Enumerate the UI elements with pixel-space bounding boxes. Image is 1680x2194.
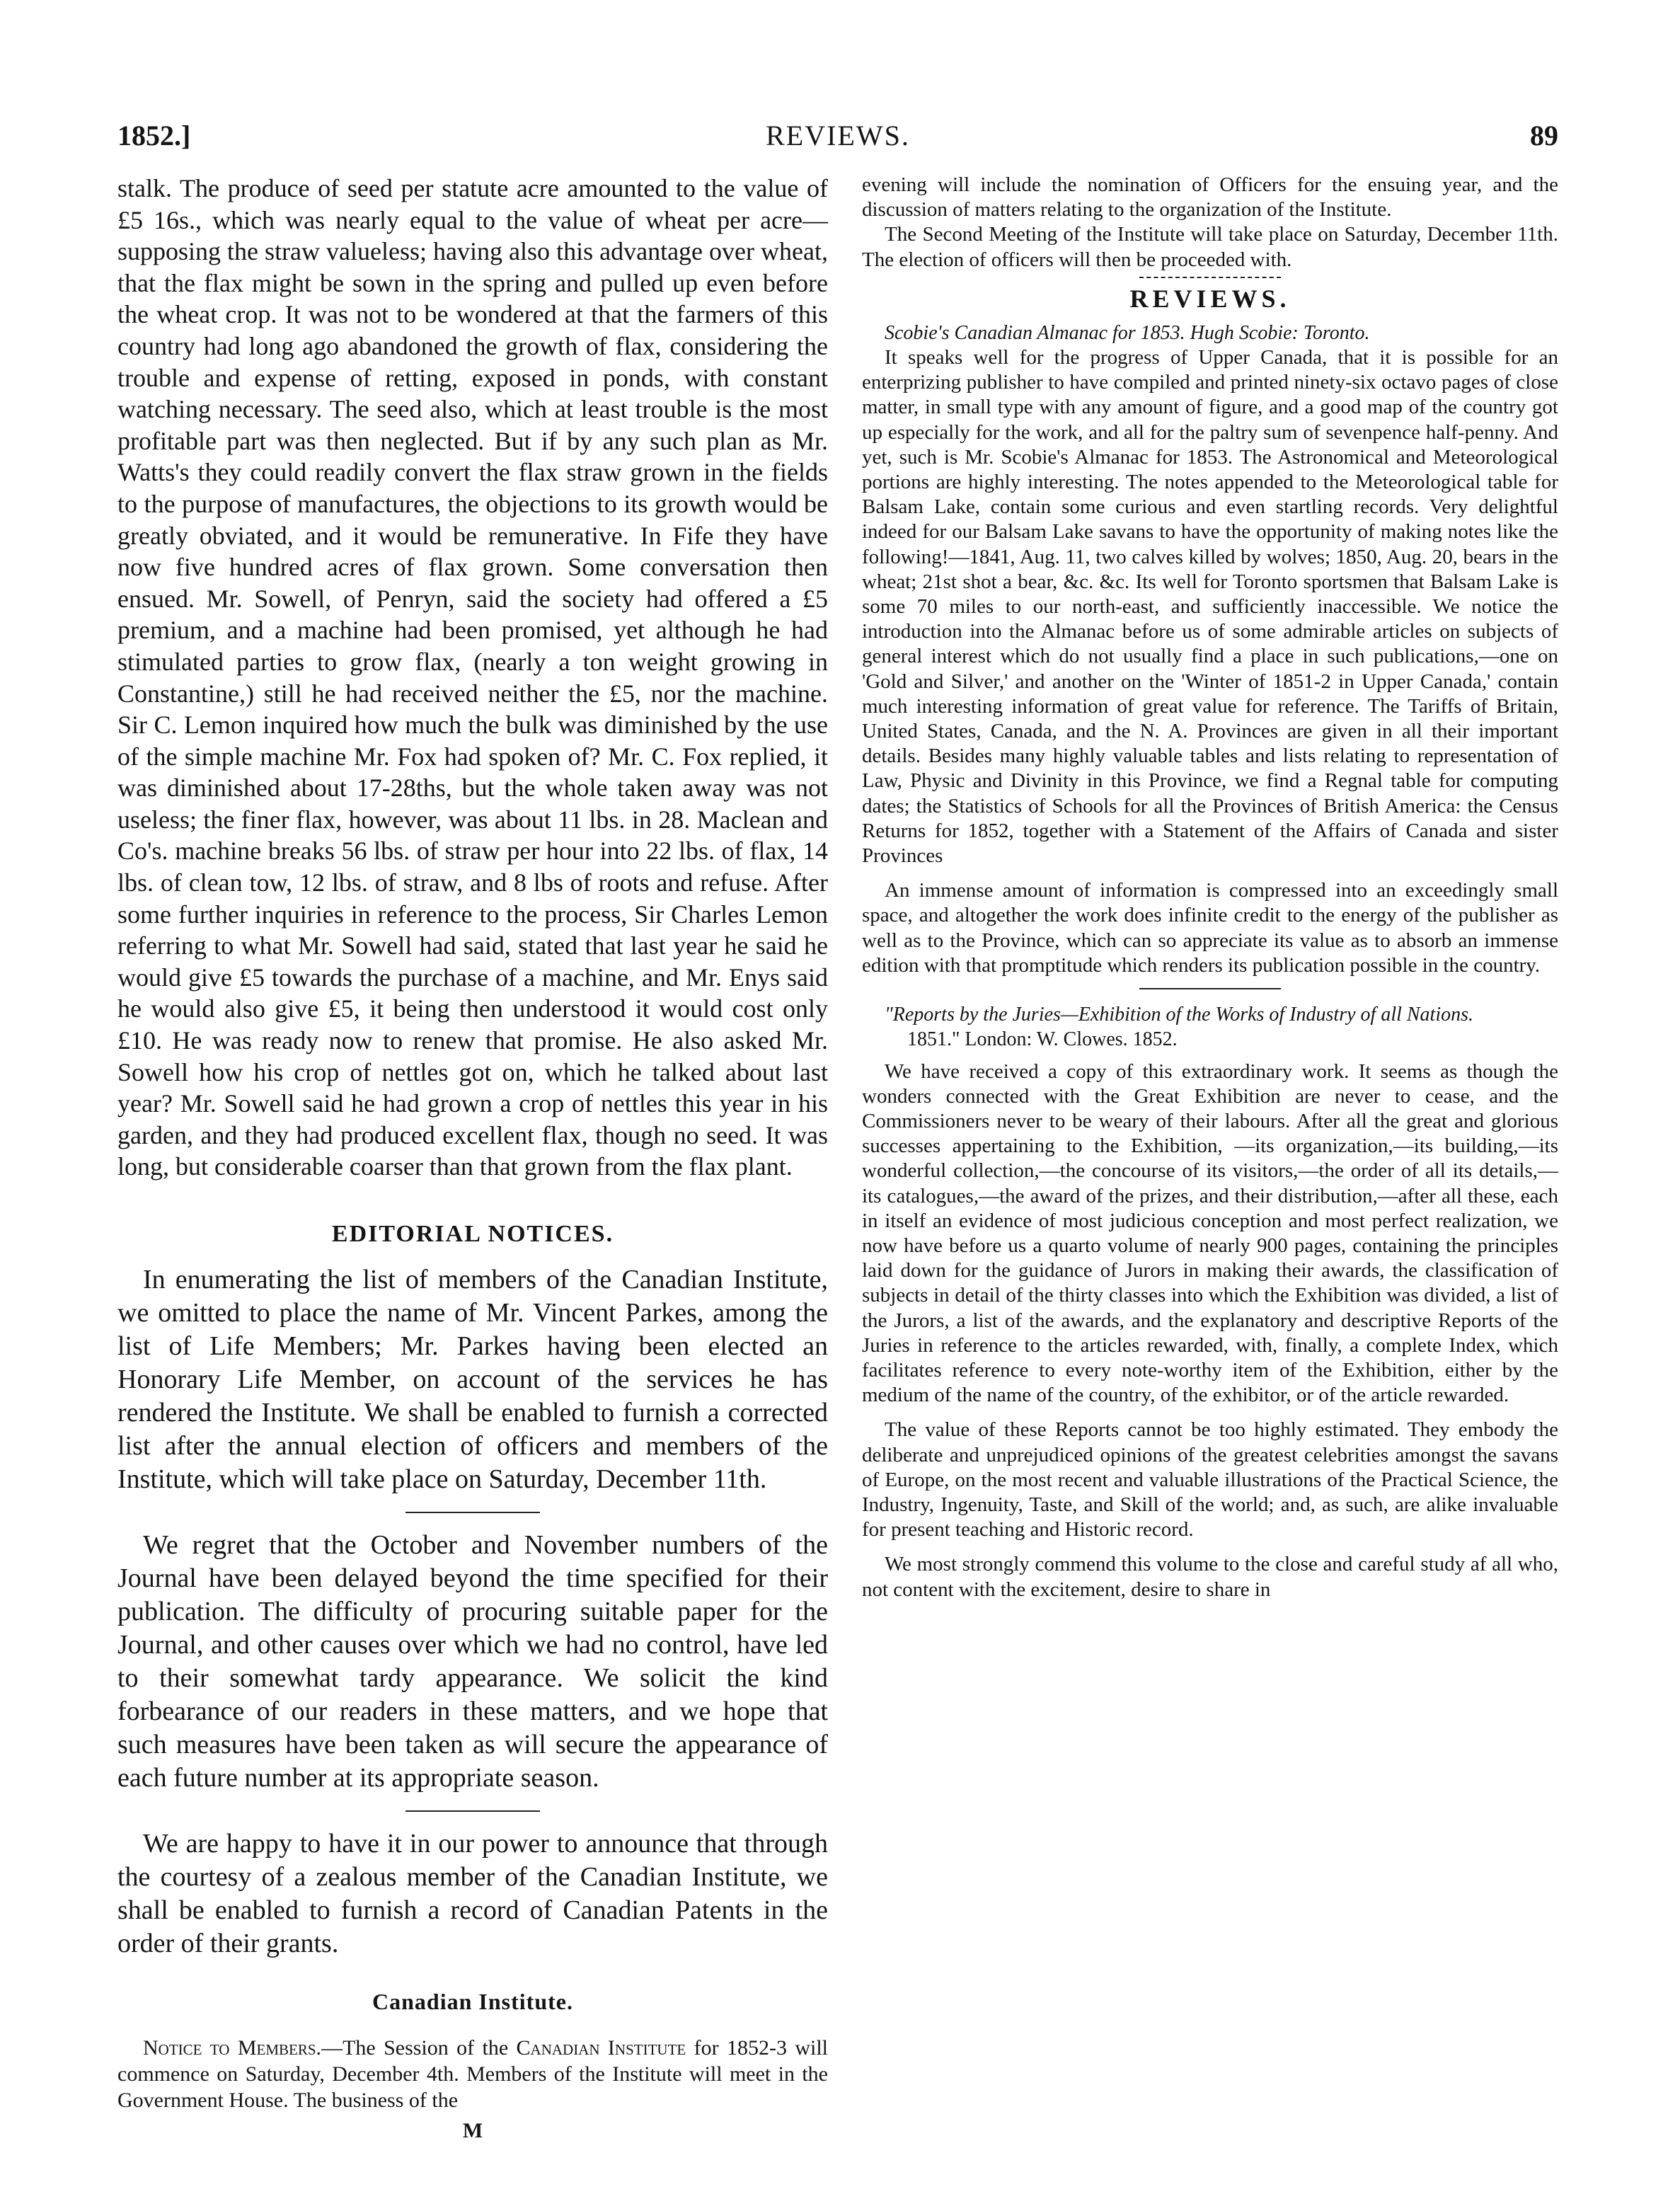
review-source-juries-b: 1851." London: W. Clowes. 1852. [907, 1028, 1178, 1051]
almanac-review-conclusion: An immense amount of information is compressed into an exceedingly small space, and altogether the work does infinite credit to the energy of the publisher as well as to the Province, which can so appreciate its value as to absorb an immense edition with that promptitude which renders its publication possible in the country. [862, 879, 1558, 977]
review-source-juries-a: "Reports by the Juries—Exhibition of the Works of Industry of all Nations. [885, 1004, 1474, 1026]
review-source-almanac: Scobie's Canadian Almanac for 1853. Hugh Scobie: Toronto. [885, 321, 1370, 344]
juries-review-paragraph: We have received a copy of this extraordinary work. It seems as though the wonders connected with the Great Exhibition are never to cease, and the Commissioners never to be weary of their labours. After all the great and glorious successes appertaining to the Exhibition, —its organization,—its building,—its wonderful collection,—the concourse of its visitors,—the order of all its details,—its catalogues,—the award of the prizes, and their distribution,—after all these, each in itself an evidence of most judicious conception and most perfect realization, we now have before us a quarto volume of nearly 900 pages, containing the principles laid down for the guidance of Jurors in making their awards, the classification of subjects in detail of the thirty classes into which the Exhibition was divided, a list of the Jurors, a list of the awards, and the explanatory and descriptive Reports of the Juries in reference to the articles rewarded, with, finally, a complete Index, which facilitates reference to every note-worthy item of the Exhibition, either by the medium of the name of the country, of the exhibitor, or of the article rewarded. [862, 1059, 1558, 1407]
second-meeting-paragraph: The Second Meeting of the Institute will take place on Saturday, December 11th. The election of officers will then be proceeded with. [862, 223, 1558, 271]
notice-label: Notice to Members. [143, 2036, 322, 2060]
editorial-paragraph-members: In enumerating the list of members of the Canadian Institute, we omitted to place the name of Mr. Vincent Parkes, among the list of Life Members; Mr. Parkes having been elected an Honorary Life Member, on account of the services he has rendered the Institute. We shall be enabled to furnish a corrected list after the annual election of officers and members of the Institute, which will take place on Saturday, December 11th. [117, 1265, 828, 1494]
notice-to-members-paragraph [117, 2035, 828, 2113]
header-year: 1852.] [117, 120, 191, 151]
running-header [117, 119, 1558, 159]
flax-discussion-paragraph: stalk. The produce of seed per statute acre amounted to the value of £5 16s., which was nearly equal to the value of wheat per acre—supposing the straw valueless; having also this advantage over wheat, that the flax might be sown in the spring and pulled up even before the wheat crop. It was not to be wondered at that the farmers of this country had long ago abandoned the growth of flax, considering the trouble and expense of retting, exposed in ponds, with constant watching necessary. The seed also, which at least trouble is the most profitable part was then neglected. But if by any such plan as Mr. Watts's they could readily convert the flax straw grown in the fields to the purpose of manufactures, the objections to its growth would be greatly obviated, and it would be remunerative. In Fife they have now five hundred acres of flax grown. Some conversation then ensued. Mr. Sowell, of Penryn, said the society had offered a £5 premium, and a machine had been promised, yet although he had stimulated parties to grow flax, (nearly a ton weight growing in Constantine,) still he had received neither the £5, nor the machine. Sir C. Lemon inquired how much the bulk was diminished by the use of the simple machine Mr. Fox had spoken of? Mr. C. Fox replied, it was diminished about 17-28ths, but the whole taken away was not useless; the finer flax, however, was about 11 lbs. in 28. Maclean and Co's. machine breaks 56 lbs. of straw per hour into 22 lbs. of flax, 14 lbs. of clean tow, 12 lbs. of straw, and 8 lbs of roots and refuse. After some further inquiries in reference to the process, Sir Charles Lemon referring to what Mr. Sowell had said, stated that last year he said he would give £5 towards the purchase of a machine, and Mr. Enys said he would also give £5, it being then understood it would cost only £10. He was ready now to renew that promise. He also asked Mr. Sowell how his crop of nettles got on, which he talked about last year? Mr. Sowell said he had grown a crop of nettles this year in his garden, and they had produced excellent flax, though no seed. It was long, but considerable coarser than that grown from the flax plant. [117, 174, 828, 1181]
juries-value-paragraph: The value of these Reports cannot be too highly estimated. They embody the deliberate and unprejudiced opinions of the greatest celebrities amongst the savans of Europe, on the most recent and valuable illustrations of the Practical Science, the Industry, Ingenuity, Taste, and Skill of the world; and, as such, are alike invaluable for present teaching and Historic record. [862, 1418, 1558, 1541]
meeting-continuation-paragraph: evening will include the nomination of Officers for the ensuing year, and the discussion of matters relating to the organization of the Institute. [862, 173, 1558, 222]
juries-commend-paragraph: We most strongly commend this volume to the close and careful study af all who, not content with the excitement, desire to share in [862, 1553, 1558, 1601]
signature-mark: M [462, 2119, 483, 2142]
editorial-paragraph-delay: We regret that the October and November numbers of the Journal have been delayed beyond the time specified for their publication. The difficulty of procuring suitable paper for the Journal, and other causes over which we had no control, have led to their somewhat tardy appearance. We solicit the kind forbearance of our readers in these matters, and we hope that such measures have been taken as will secure the appearance of each future number at its appropriate season. [117, 1530, 828, 1793]
notice-rest: for 1852-3 will commence on Saturday, December 4th. Members of the Institute will meet in the Government House. The business of the [117, 2036, 829, 2112]
canadian-institute-heading: Canadian Institute. [372, 1989, 573, 2014]
notice-dash: —The Session of the [321, 2036, 517, 2060]
almanac-review-paragraph: It speaks well for the progress of Upper Canada, that it is possible for an enterprizing publisher to have compiled and printed ninety-six octavo pages of close matter, in small type with any amount of figure, and a good map of the country got up especially for the work, and all for the paltry sum of sevenpence half-penny. And yet, such is Mr. Scobie's Almanac for 1853. The Astronomical and Meteorological portions are highly interesting. The notes appended to the Meteorological table for Balsam Lake, contain some curious and even startling records. Very delightful indeed for our Balsam Lake savans to have the opportunity of making notes like the following!—1841, Aug. 11, two calves killed by wolves; 1850, Aug. 20, bears in the wheat; 21st shot a bear, &c. &c. Its well for Toronto sportsmen that Balsam Lake is some 70 miles to our north-east, and sufficiently inaccessible. We notice the introduction into the Almanac before us of some admirable articles on subjects of general interest which do not usually find a place in such publications,—one on 'Gold and Silver,' and another on the 'Winter of 1851-2 in Upper Canada,' contain much interesting information of great value for reference. The Tariffs of Britain, United States, Canada, and the N. A. Provinces are given in all their important details. Besides many highly valuable tables and lists relating to representation of Law, Physic and Divinity in this Province, we find a Regnal table for computing dates; the Statistics of Schools for all the Provinces of British America: the Census Returns for 1852, together with a Statement of the Affairs of Canada and sister Provinces [862, 346, 1558, 868]
header-title: REVIEWS. [766, 120, 910, 151]
editorial-notices-heading: EDITORIAL NOTICES. [331, 1221, 614, 1247]
page-number: 89 [1530, 120, 1558, 151]
editorial-paragraph-patents: We are happy to have it in our power to announce that through the courtesy of a zealous member of the Canadian Institute, we shall be enabled to furnish a record of Canadian Patents in the order of their grants. [117, 1829, 828, 1958]
notice-institute-name: Canadian Institute [516, 2036, 686, 2060]
reviews-heading: REVIEWS. [1129, 284, 1291, 313]
right-column [862, 173, 1558, 1602]
left-column [117, 173, 828, 2143]
